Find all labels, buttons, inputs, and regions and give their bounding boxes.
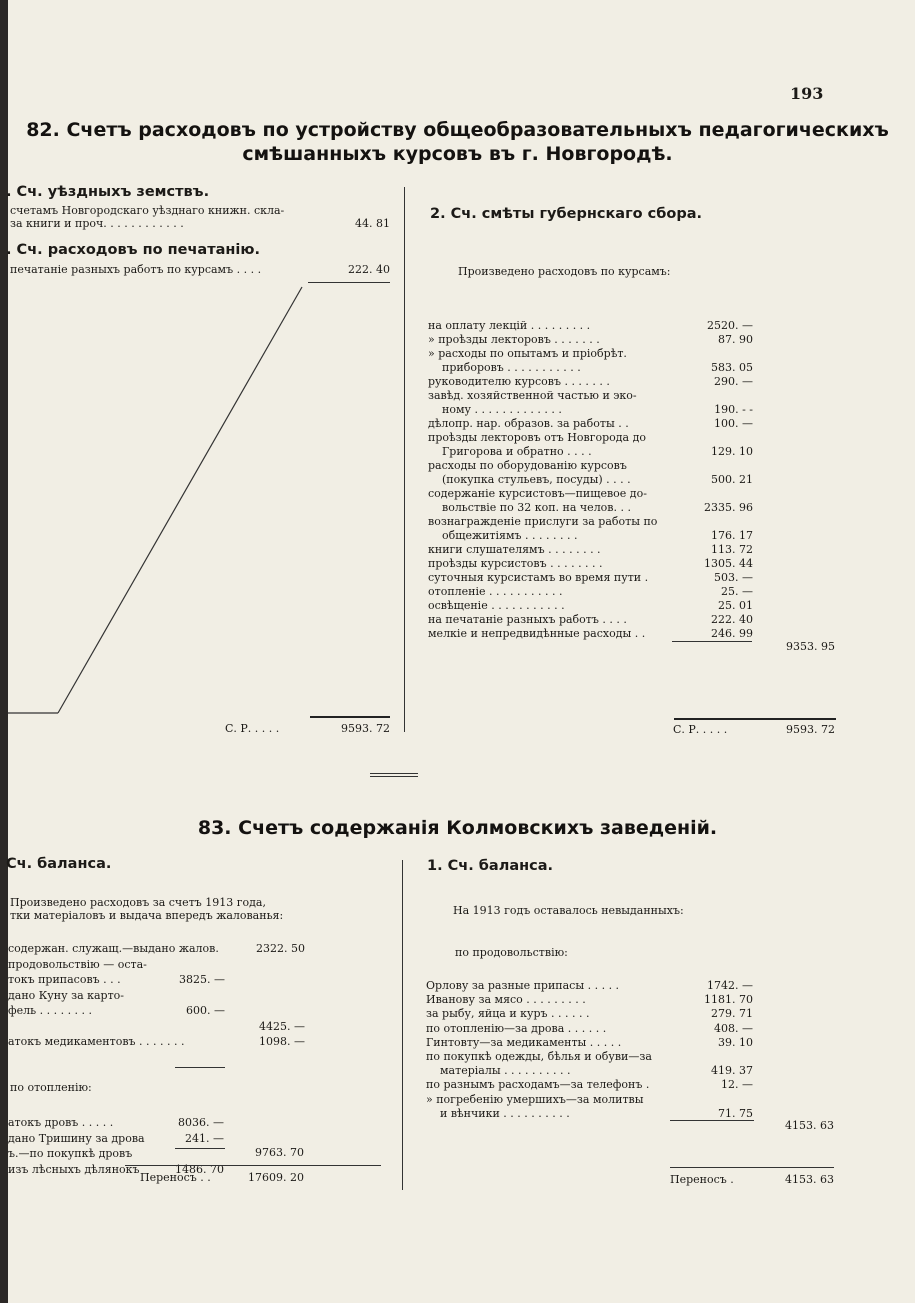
section-separator-top xyxy=(370,773,418,774)
s82-item-row-label: вознагражденіе прислуги за работы по xyxy=(428,515,658,528)
s82-item-row xyxy=(428,333,753,347)
s82-item-row xyxy=(428,417,753,431)
s83-left-intro-line1: Произведено расходовъ за счетъ 1913 года, xyxy=(10,896,266,909)
s82-right-head: 2. Сч. смѣты губернскаго сбора. xyxy=(430,206,703,222)
s82-item-row-amount: 503. — xyxy=(714,571,753,584)
s83-left-row xyxy=(8,1004,305,1018)
s82-right-total: 9593. 72 xyxy=(786,723,835,736)
s83-right-carry-label: Переносъ . xyxy=(670,1173,734,1186)
s83-left-rule-a xyxy=(175,1067,225,1068)
s82-item-row-label: содержаніе курсистовъ—пищевое до- xyxy=(428,487,647,500)
s82-item-row-amount: 129. 10 xyxy=(711,445,753,458)
s83-item-row-label: Гинтовту—за медикаменты . . . . . xyxy=(426,1035,622,1049)
s82-item-row-label: руководителю курсовъ . . . . . . . xyxy=(428,375,610,388)
s82-item-row-amount: 113. 72 xyxy=(711,543,753,556)
s82-item-row xyxy=(428,543,753,557)
s82-item-row-label: освѣщеніе . . . . . . . . . . . xyxy=(428,599,565,612)
s83-right-subtotal-rule xyxy=(670,1120,754,1121)
s82-item-row-amount: 25. — xyxy=(721,585,753,598)
s83-left-row xyxy=(8,942,305,956)
s82-item-row-amount: 290. — xyxy=(714,375,753,388)
s83-left-row xyxy=(8,1035,305,1049)
s83-item-row-amount: 419. 37 xyxy=(711,1064,753,1078)
s83-left-head: Сч. баланса. xyxy=(6,856,112,872)
s83-item-row xyxy=(426,1050,753,1064)
s82-item-row xyxy=(428,627,753,641)
s83-heating-row-sub-amount: 8036. — xyxy=(178,1116,224,1129)
s82-left-total: 9593. 72 xyxy=(341,722,390,735)
s82-item-row-label: общежитіямъ . . . . . . . . xyxy=(442,529,578,542)
s82-item-row xyxy=(428,571,753,585)
s82-item-row-amount: 222. 40 xyxy=(711,613,753,626)
s83-left-row xyxy=(8,1020,305,1034)
s83-left-row xyxy=(8,989,305,1003)
s83-item-row xyxy=(426,979,753,993)
s83-right-sub-intro: по продовольствію: xyxy=(455,946,568,959)
s83-left-row-label: атокъ медикаментовъ . . . . . . . xyxy=(8,1035,185,1048)
s83-heating-row-sub-amount: 1486. 70 xyxy=(175,1162,224,1176)
s82-item-row xyxy=(428,613,753,627)
s82-right-total-label: С. Р. . . . . xyxy=(673,723,728,736)
s82-item-row-amount: 100. — xyxy=(714,417,753,430)
s83-item-row-amount: 408. — xyxy=(714,1021,753,1035)
s83-heating-row-label: атокъ дровъ . . . . . xyxy=(8,1116,114,1129)
s82-right-total-rule xyxy=(674,718,836,720)
s83-left-intro-line2: тки матеріаловъ и выдача впередъ жалованья: xyxy=(10,909,284,922)
s82-item-row-label: книги слушателямъ . . . . . . . . xyxy=(428,543,601,556)
s83-left-row-label: фель . . . . . . . . xyxy=(8,1004,93,1017)
s83-left-row-amount: 2322. 50 xyxy=(256,942,305,955)
s83-item-row-amount: 71. 75 xyxy=(718,1106,753,1120)
s83-item-row-label: Орлову за разные припасы . . . . . xyxy=(426,979,620,992)
s82-item-row-label: » расходы по опытамъ и пріобрѣт. xyxy=(428,347,627,360)
s82-right-items xyxy=(428,319,753,649)
s83-right-subtotal: 4153. 63 xyxy=(785,1119,834,1132)
s83-left-row-label: содержан. служащ.—выдано жалов. xyxy=(8,942,219,955)
s83-left-carry: 17609. 20 xyxy=(248,1171,304,1184)
s83-item-row-label: Иванову за мясо . . . . . . . . . xyxy=(426,993,586,1007)
s82-item-row-label: ному . . . . . . . . . . . . . xyxy=(442,403,562,416)
s82-item-row-label: проѣзды курсистовъ . . . . . . . . xyxy=(428,557,603,570)
s83-item-row-label: и вѣнчики . . . . . . . . . . xyxy=(440,1106,570,1120)
s82-item-row-amount: 583. 05 xyxy=(711,361,753,374)
s83-item-row-amount: 279. 71 xyxy=(711,1007,753,1021)
s83-left-rule-b xyxy=(175,1148,225,1149)
s82-left-total-rule xyxy=(310,716,390,718)
s83-right-intro: На 1913 годъ оставалось невыданныхъ: xyxy=(453,904,684,917)
s82-item-row-amount: 246. 99 xyxy=(711,627,753,640)
s82-item-row xyxy=(428,529,753,543)
s82-item-row-amount: 25. 01 xyxy=(718,599,753,612)
s82-item-row xyxy=(428,431,753,445)
s82-left-h1-line1: счетамъ Новгородскаго уѣзднаго книжн. скла- xyxy=(10,204,285,217)
s83-column-divider xyxy=(402,860,403,1190)
s82-item-row-label: на оплату лекцій . . . . . . . . . xyxy=(428,319,591,332)
s83-left-heating-total: 9763. 70 xyxy=(255,1146,304,1159)
s83-left-carry-rule xyxy=(125,1165,381,1166)
s82-item-row-amount: 87. 90 xyxy=(718,333,753,346)
s82-item-row-label: (покупка стульевъ, посуды) . . . . xyxy=(442,473,631,486)
s82-item-row xyxy=(428,347,753,361)
s82-item-row xyxy=(428,585,753,599)
s83-left-row xyxy=(8,973,305,987)
s83-item-row-label: по разнымъ расходамъ—за телефонъ . xyxy=(426,1078,650,1092)
s82-item-row xyxy=(428,389,753,403)
s82-left-head1: . Сч. уѣздныхъ земствъ. xyxy=(6,184,210,200)
s83-left-row-label: продовольствію — оста- xyxy=(8,957,147,971)
s82-item-row xyxy=(428,319,753,333)
s82-item-row-amount: 500. 21 xyxy=(711,473,753,486)
s83-item-row-amount: 1742. — xyxy=(707,979,753,992)
s82-right-subtotal-rule xyxy=(672,641,752,642)
s83-left-row-amount: 4425. — xyxy=(259,1019,305,1033)
s82-right-subtotal: 9353. 95 xyxy=(786,640,835,653)
s83-item-row-label: » погребенію умершихъ—за молитвы xyxy=(426,1092,644,1106)
s82-item-row xyxy=(428,599,753,613)
s82-item-row xyxy=(428,445,753,459)
s82-item-row-amount: 1305. 44 xyxy=(704,557,753,570)
s83-left-row-sub-amount: 3825. — xyxy=(179,973,225,986)
s83-right-items xyxy=(426,979,753,1129)
s82-item-row xyxy=(428,473,753,487)
s82-item-row-amount: 2520. — xyxy=(707,319,753,332)
s82-item-row-label: дѣлопр. нар. образов. за работы . . xyxy=(428,417,629,430)
s82-item-row xyxy=(428,375,753,389)
s83-item-row-amount: 12. — xyxy=(721,1078,753,1092)
s83-heating-row xyxy=(8,1116,224,1130)
s83-right-carry: 4153. 63 xyxy=(785,1173,834,1186)
s82-item-row-label: отопленіе . . . . . . . . . . . xyxy=(428,585,563,598)
s82-item-row-label: завѣд. хозяйственной частью и эко- xyxy=(428,389,637,402)
s82-item-row-amount: 2335. 96 xyxy=(704,501,753,514)
s83-left-row-label: токъ припасовъ . . . xyxy=(8,973,121,986)
s82-item-row xyxy=(428,403,753,417)
s82-left-head2: . Сч. расходовъ по печатанію. xyxy=(6,242,260,258)
s83-item-row xyxy=(426,993,753,1007)
s83-item-row-label: за рыбу, яйца и куръ . . . . . . xyxy=(426,1007,590,1021)
s83-heating-row-sub-amount: 241. — xyxy=(185,1131,224,1145)
s82-item-row-label: проѣзды лекторовъ отъ Новгорода до xyxy=(428,431,646,444)
s83-heating-row xyxy=(8,1147,224,1161)
s82-item-row xyxy=(428,459,753,473)
s83-heating-row-label: ъ.—по покупкѣ дровъ xyxy=(8,1147,133,1160)
s82-item-row-label: приборовъ . . . . . . . . . . . xyxy=(442,361,581,374)
s83-left-rows xyxy=(8,942,305,1062)
s82-item-row-label: суточныя курсистамъ во время пути . xyxy=(428,571,649,584)
s82-item-row xyxy=(428,515,753,529)
s82-item-row xyxy=(428,487,753,501)
s83-item-row xyxy=(426,1093,753,1107)
s83-item-row-label: по отопленію—за дрова . . . . . . xyxy=(426,1021,607,1035)
s82-column-divider xyxy=(404,187,405,732)
s83-right-carry-rule xyxy=(670,1167,834,1168)
s82-item-row-label: расходы по оборудованію курсовъ xyxy=(428,459,627,472)
s83-item-row-label: по покупкѣ одежды, бѣлья и обуви—за xyxy=(426,1050,652,1063)
s83-left-row-sub-amount: 600. — xyxy=(186,1004,225,1017)
s82-left-h1-amount: 44. 81 xyxy=(355,217,390,230)
s82-item-row-label: Григорова и обратно . . . . xyxy=(442,445,592,458)
s82-left-h1-line2: за книги и проч. . . . . . . . . . . . xyxy=(10,217,184,230)
s82-item-row-label: мелкіе и непредвидѣнные расходы . . xyxy=(428,627,646,640)
s83-left-heating-head: по отопленію: xyxy=(10,1081,92,1094)
s83-left-row-label: дано Куну за карто- xyxy=(8,988,125,1002)
s83-heating-row-label: дано Тришину за дрова xyxy=(8,1131,145,1145)
s83-item-row-amount: 39. 10 xyxy=(718,1035,753,1049)
s83-item-row xyxy=(426,1022,753,1036)
s82-item-row-label: вольствіе по 32 коп. на челов. . . xyxy=(442,501,631,514)
section-separator-bottom xyxy=(370,776,418,777)
section-82-title-line1: 82. Счетъ расходовъ по устройству общеобразовательныхъ педагогическихъ xyxy=(26,119,889,141)
s82-left-h2-amount: 222. 40 xyxy=(348,263,390,276)
s82-item-row-amount: 176. 17 xyxy=(711,529,753,542)
s82-right-intro: Произведено расходовъ по курсамъ: xyxy=(458,265,671,278)
section-82-title-line2: смѣшанныхъ курсовъ въ г. Новгородѣ. xyxy=(242,143,673,165)
s83-item-row xyxy=(426,1078,753,1092)
s82-left-total-label: С. Р. . . . . xyxy=(225,722,280,735)
page-number: 193 xyxy=(790,84,824,103)
s83-item-row xyxy=(426,1007,753,1021)
section-83-title: 83. Счетъ содержанія Колмовскихъ заведеній. xyxy=(197,817,718,839)
s82-item-row-label: на печатаніе разныхъ работъ . . . . xyxy=(428,613,627,626)
s83-heating-row xyxy=(8,1132,224,1146)
s83-right-head: 1. Сч. баланса. xyxy=(427,858,554,874)
s83-item-row-amount: 1181. 70 xyxy=(704,993,753,1007)
s82-item-row-amount: 190. - - xyxy=(714,403,753,416)
s83-heating-row-label: изъ лѣсныхъ дѣлянокъ xyxy=(8,1162,140,1176)
s82-left-h2-line1: печатаніе разныхъ работъ по курсамъ . . . . xyxy=(10,263,262,276)
s83-left-row xyxy=(8,958,305,972)
s82-item-row-label: » проѣзды лекторовъ . . . . . . . xyxy=(428,333,600,346)
s83-item-row xyxy=(426,1107,753,1121)
s83-item-row xyxy=(426,1064,753,1078)
s82-item-row xyxy=(428,361,753,375)
s82-item-row xyxy=(428,501,753,515)
s82-item-row xyxy=(428,557,753,571)
s83-item-row xyxy=(426,1036,753,1050)
s83-left-row-amount: 1098. — xyxy=(259,1035,305,1048)
s83-left-carry-label: Переносъ . . xyxy=(140,1171,211,1184)
s83-item-row-label: матеріалы . . . . . . . . . . xyxy=(440,1064,571,1078)
